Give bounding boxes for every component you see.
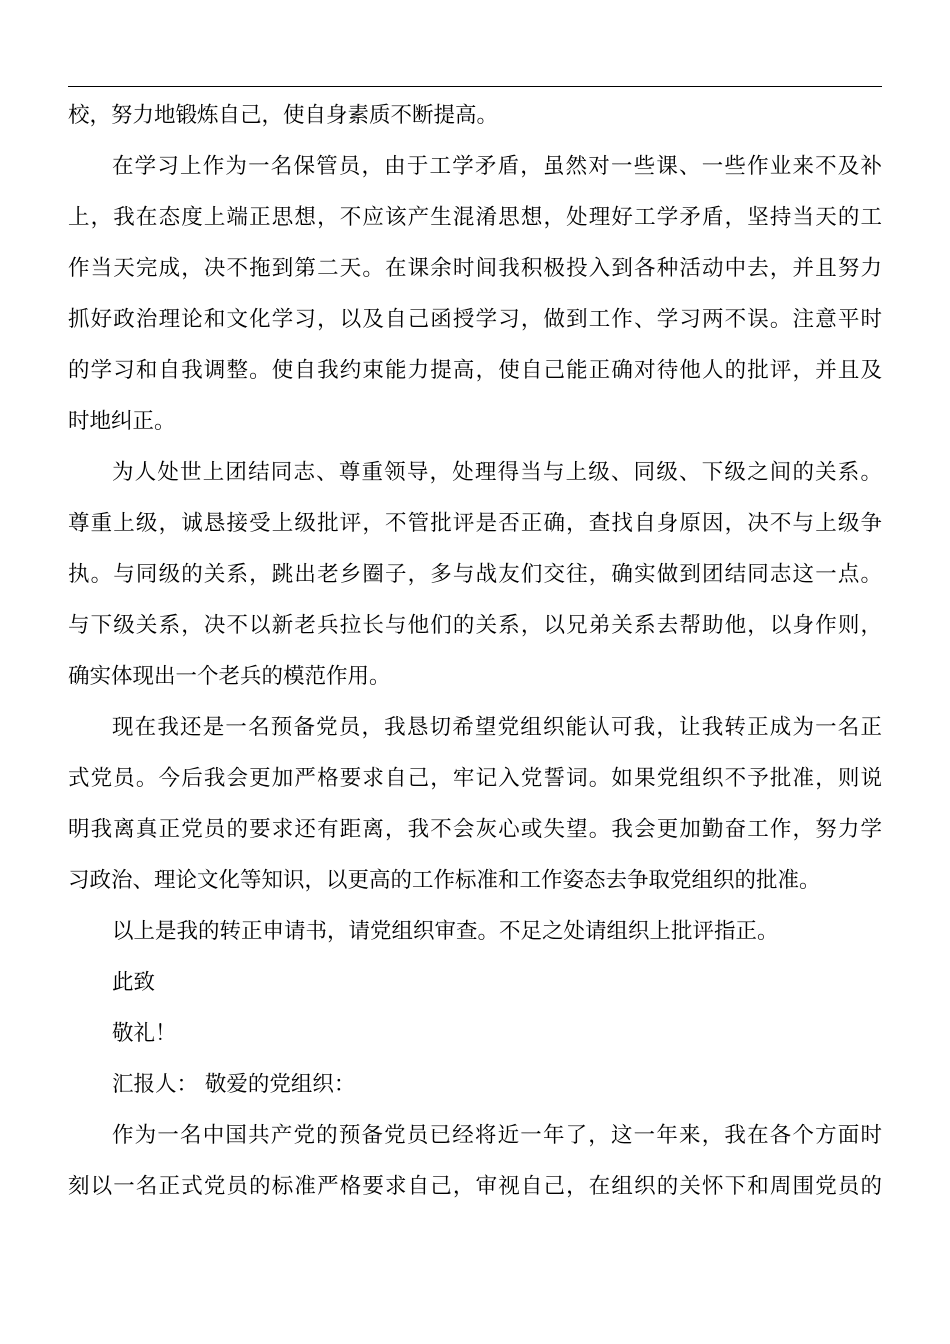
text-line: 习政治、理论文化等知识，以更高的工作标准和工作姿态去争取党组织的批准。 <box>68 868 821 893</box>
header-rule <box>68 86 882 87</box>
text-line: 在学习上作为一名保管员，由于工学矛盾，虽然对一些课、一些作业来不及补 <box>112 154 882 179</box>
document-body <box>68 90 882 1212</box>
text-line: 确实体现出一个老兵的模范作用。 <box>68 664 391 689</box>
text-line: 校，努力地锻炼自己，使自身素质不断提高。 <box>68 103 499 128</box>
text-line: 敬礼！ <box>112 1021 177 1046</box>
text-line: 时地纠正。 <box>68 409 176 434</box>
text-line: 式党员。今后我会更加严格要求自己，牢记入党誓词。如果党组织不予批准，则说 <box>68 766 882 791</box>
text-line: 现在我还是一名预备党员，我恳切希望党组织能认可我，让我转正成为一名正 <box>112 715 882 740</box>
text-line: 尊重上级，诚恳接受上级批评，不管批评是否正确，查找自身原因，决不与上级争 <box>68 511 882 536</box>
text-line: 作为一名中国共产党的预备党员已经将近一年了，这一年来，我在各个方面时 <box>112 1123 882 1148</box>
text-line: 明我离真正党员的要求还有距离，我不会灰心或失望。我会更加勤奋工作，努力学 <box>68 817 882 842</box>
text-line: 以上是我的转正申请书，请党组织审查。不足之处请组织上批评指正。 <box>112 919 779 944</box>
text-line: 为人处世上团结同志、尊重领导，处理得当与上级、同级、下级之间的关系。 <box>112 460 882 485</box>
text-line: 刻以一名正式党员的标准严格要求自己，审视自己，在组织的关怀下和周围党员的 <box>68 1174 882 1199</box>
text-line: 与下级关系，决不以新老兵拉长与他们的关系，以兄弟关系去帮助他，以身作则， <box>68 613 882 638</box>
text-line: 此致 <box>112 970 156 995</box>
text-line: 抓好政治理论和文化学习，以及自己函授学习，做到工作、学习两不误。注意平时 <box>68 307 882 332</box>
text-line: 上，我在态度上端正思想，不应该产生混淆思想，处理好工学矛盾，坚持当天的工 <box>68 205 882 230</box>
text-line: 执。与同级的关系，跳出老乡圈子，多与战友们交往，确实做到团结同志这一点。 <box>68 562 882 587</box>
text-line: 汇报人： 敬爱的党组织： <box>112 1072 356 1097</box>
text-line: 作当天完成，决不拖到第二天。在课余时间我积极投入到各种活动中去，并且努力 <box>68 256 882 281</box>
text-line: 的学习和自我调整。使自我约束能力提高，使自己能正确对待他人的批评，并且及 <box>68 358 882 383</box>
